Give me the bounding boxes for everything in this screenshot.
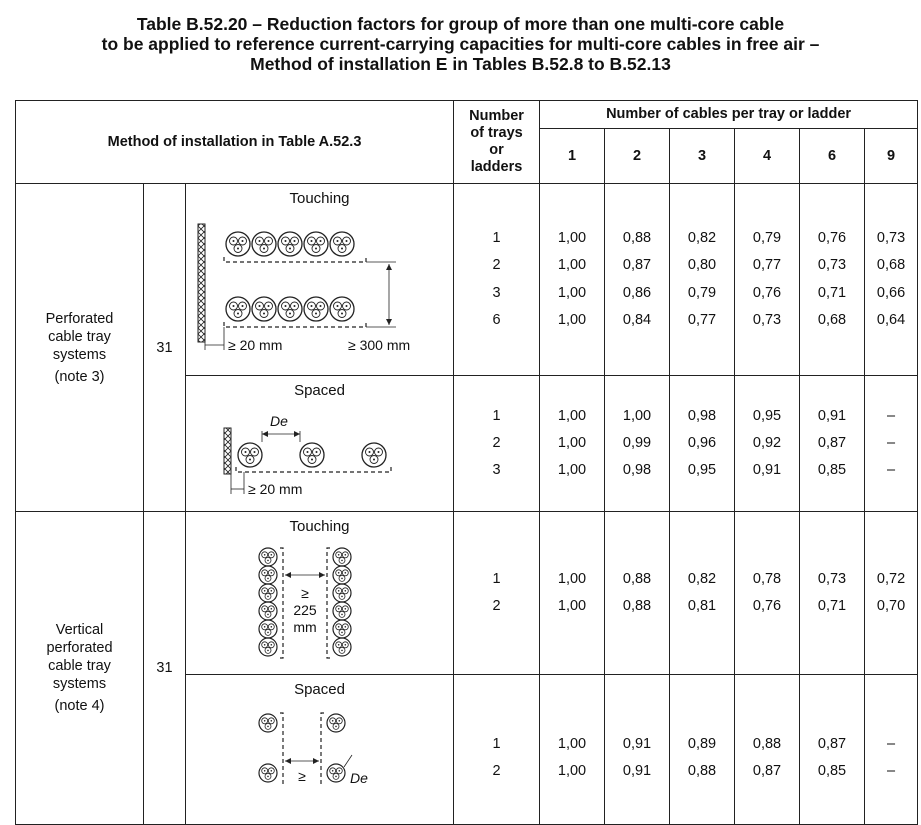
factor-value: 1,00 [557,311,587,328]
factor-value: 0,88 [622,598,652,614]
wall-hatch [224,428,231,474]
factor-value: 0,77 [752,257,782,274]
factor-column [670,675,735,825]
factor-value: 0,77 [687,311,717,328]
factor-value: 0,79 [752,230,782,247]
factor-value: 0,82 [687,230,717,247]
factor-value: 0,98 [687,407,717,424]
factor-column [670,184,735,376]
trays-header-line-2: of trays [470,125,523,141]
factor-column [735,675,800,825]
tray-count: 1 [492,407,501,424]
factor-value: 1,00 [557,570,587,587]
group-label-line: systems [52,676,107,692]
factor-column [865,512,918,675]
factor-column [540,512,605,675]
vertical-touching-diagram [186,512,454,675]
factor-value: 0,87 [622,257,652,274]
factor-value: 0,68 [817,311,847,328]
factor-column [605,376,670,512]
col-header: 1 [540,129,605,184]
col-header: 3 [670,129,735,184]
cables-header: Number of cables per tray or ladder [540,101,918,129]
factor-value: 0,72 [876,570,906,587]
factor-column [540,675,605,825]
factor-value: 0,66 [876,284,906,301]
factor-column [605,184,670,376]
factor-value: 0,95 [752,407,782,424]
figure-title: Spaced [294,382,345,399]
tray-count-cell [454,184,540,376]
tray-count: 3 [492,462,501,479]
factor-value: – [887,434,896,451]
factor-value: 1,00 [557,230,587,247]
factor-value: 0,96 [687,434,717,451]
dim-mm: mm [293,619,317,635]
tray-count: 1 [492,230,501,247]
tray-count: 3 [492,284,501,301]
method-ref: 31 [144,512,186,825]
vertical-spaced-diagram [186,675,454,825]
group-label-perforated [16,184,144,512]
dim-20mm: ≥ 20 mm [248,481,303,497]
perforated-spaced-diagram [186,376,454,512]
tray-count: 1 [492,736,501,752]
factor-column [605,675,670,825]
tray-count: 1 [492,570,501,587]
dim-geq: ≥ [298,768,306,784]
factor-value: 0,84 [622,311,652,328]
factor-column [800,675,865,825]
group-label-vertical [16,512,144,825]
factor-column [670,376,735,512]
method-ref: 31 [144,184,186,512]
col-header: 9 [865,129,918,184]
trays-header-line-4: ladders [470,159,523,175]
factor-value: 1,00 [557,434,587,451]
group-label-line: perforated [46,640,113,656]
factor-column [865,376,918,512]
factor-column [865,184,918,376]
factor-value: 0,95 [687,462,717,479]
col-header: 2 [605,129,670,184]
dim-300mm: ≥ 300 mm [348,337,411,353]
factor-value: 1,00 [557,763,587,780]
factor-value: 0,79 [687,284,717,301]
reduction-factors-table [15,100,918,825]
factor-value: 0,92 [752,434,782,451]
factor-value: 0,71 [817,284,847,301]
factor-value: 0,88 [752,736,782,752]
factor-value: 0,91 [622,763,652,780]
factor-value: 0,87 [817,434,847,451]
factor-value: 0,86 [622,284,652,301]
factor-value: 0,73 [876,230,906,247]
factor-column [735,184,800,376]
factor-value: 0,88 [622,230,652,247]
factor-column [865,675,918,825]
tray-count: 2 [492,434,501,451]
trays-header-line-1: Number [469,108,524,124]
tray-count: 2 [492,763,501,780]
figure-perforated-spaced [186,376,454,512]
factor-value: 0,99 [622,434,652,451]
figure-title: Touching [289,518,350,535]
factor-value: 0,76 [752,284,782,301]
figure-vertical-spaced [186,675,454,825]
factor-value: 0,89 [687,736,717,752]
factor-value: 1,00 [557,284,587,301]
factor-value: 1,00 [557,257,587,274]
figure-title: Spaced [294,681,345,698]
factor-value: 1,00 [557,462,587,479]
group-label-line: Vertical [55,622,104,638]
factor-value: 0,78 [752,570,782,587]
cable-column-left [259,548,277,656]
dim-geq: ≥ [301,585,309,601]
perforated-touching-diagram [186,184,454,376]
dim-de: De [350,770,368,786]
tray-count: 6 [492,311,501,328]
factor-column [735,376,800,512]
factor-value: 0,68 [876,257,906,274]
factor-column [800,376,865,512]
factor-value: 0,91 [752,462,782,479]
tray-count-cell [454,512,540,675]
factor-value: 0,76 [817,230,847,247]
factor-value: 0,91 [817,407,847,424]
factor-value: – [887,736,896,752]
factor-column [670,512,735,675]
factor-value: 0,70 [876,598,906,614]
factor-value: 0,91 [622,736,652,752]
group-note: (note 4) [54,698,105,714]
factor-value: – [887,763,896,780]
factor-value: 0,73 [817,570,847,587]
figure-title: Touching [289,190,350,207]
tray-count: 2 [492,257,501,274]
dim-225: 225 [293,602,317,618]
factor-value: 1,00 [557,598,587,614]
factor-value: 0,87 [752,763,782,780]
factor-value: 0,88 [622,570,652,587]
group-note: (note 3) [54,368,105,385]
factor-column [800,184,865,376]
factor-column [605,512,670,675]
factor-column [540,184,605,376]
dim-de: De [270,413,288,429]
trays-header [454,101,540,184]
group-label-line: Perforated [45,310,114,327]
factor-value: 1,00 [557,407,587,424]
cable-row-bottom [226,297,354,321]
factor-value: 0,73 [752,311,782,328]
trays-header-line-3: or [489,142,504,158]
tray-count-cell [454,376,540,512]
factor-value: 1,00 [622,407,652,424]
cable-row-top [226,232,354,256]
col-header: 6 [800,129,865,184]
factor-value: 0,76 [752,598,782,614]
method-header: Method of installation in Table A.52.3 [16,101,454,184]
cable-column-right [333,548,351,656]
factor-value: – [887,462,896,479]
factor-value: 0,81 [687,598,717,614]
title-line-1: Table B.52.20 – Reduction factors for group of more than one multi-core cable [136,14,785,34]
factor-value: 0,98 [622,462,652,479]
factor-column [800,512,865,675]
factor-value: 0,73 [817,257,847,274]
figure-perforated-touching [186,184,454,376]
col-header: 4 [735,129,800,184]
factor-column [540,376,605,512]
group-label-line: systems [52,346,107,363]
factor-column [735,512,800,675]
figure-vertical-touching [186,512,454,675]
group-label-line: cable tray [48,328,111,345]
dim-20mm: ≥ 20 mm [228,337,283,353]
title-line-3: Method of installation E in Tables B.52.8 to B.52.13 [250,54,671,74]
table-title [0,14,921,74]
factor-value: 0,85 [817,462,847,479]
factor-value: 0,88 [687,763,717,780]
tray-count-cell [454,675,540,825]
factor-value: 0,71 [817,598,847,614]
group-label-line: cable tray [48,658,111,674]
factor-value: 0,85 [817,763,847,780]
factor-value: 0,64 [876,311,906,328]
tray-count: 2 [492,598,501,614]
factor-value: 0,87 [817,736,847,752]
factor-value: – [887,407,896,424]
factor-value: 1,00 [557,736,587,752]
wall-hatch [198,224,205,342]
factor-value: 0,82 [687,570,717,587]
title-line-2: to be applied to reference current-carrying capacities for multi-core cables in free air – [101,34,820,54]
factor-value: 0,80 [687,257,717,274]
